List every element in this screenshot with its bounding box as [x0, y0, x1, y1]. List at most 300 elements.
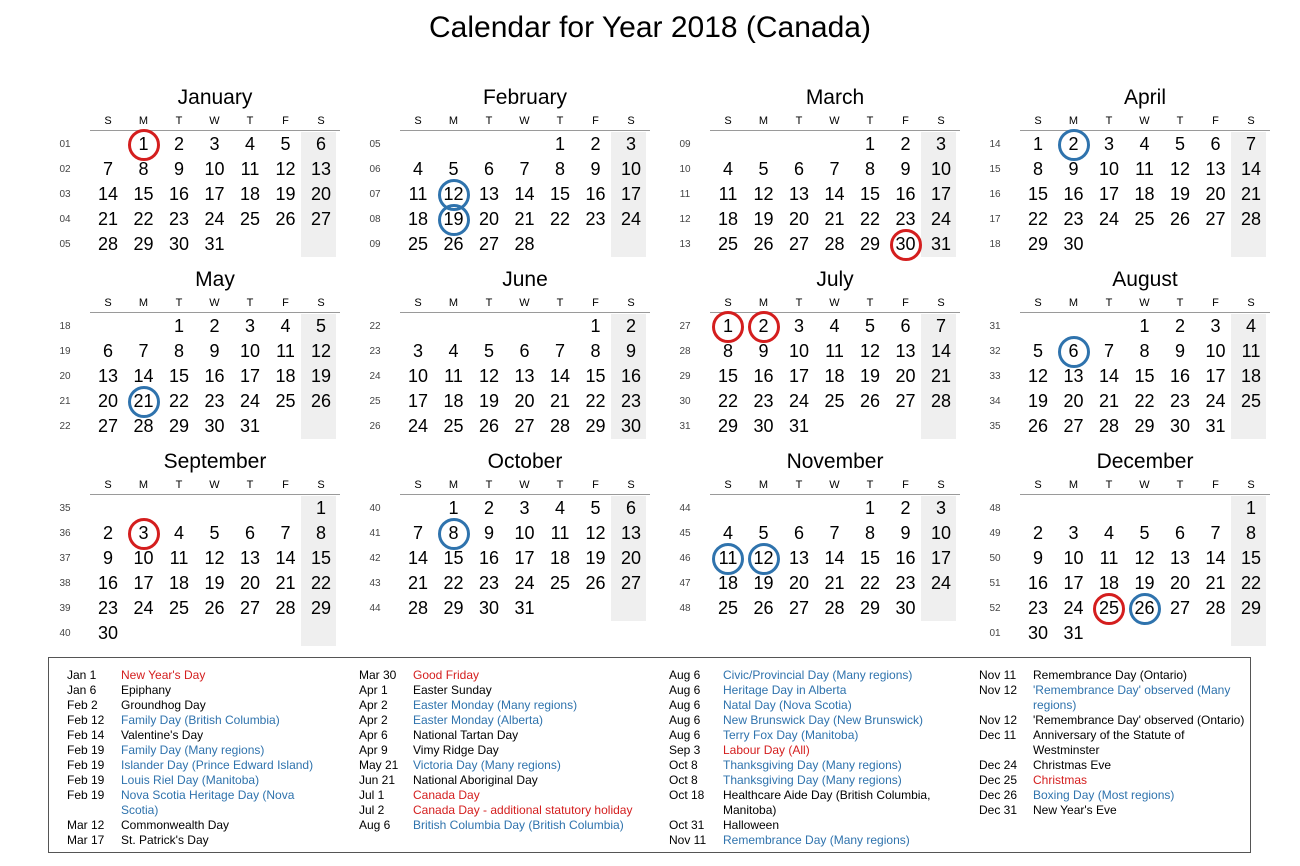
calendar-day[interactable]: 12: [1169, 159, 1191, 179]
calendar-day[interactable]: 7: [280, 523, 291, 543]
calendar-day[interactable]: 15: [549, 184, 571, 204]
calendar-day[interactable]: 13: [514, 366, 535, 386]
calendar-day[interactable]: 28: [97, 234, 119, 254]
calendar-day[interactable]: 5: [209, 523, 220, 543]
calendar-day[interactable]: 15: [859, 184, 881, 204]
calendar-day[interactable]: 14: [1098, 366, 1120, 386]
calendar-day[interactable]: 10: [620, 159, 642, 179]
calendar-day[interactable]: 10: [1098, 159, 1120, 179]
calendar-day[interactable]: 25: [824, 391, 845, 411]
calendar-day[interactable]: 16: [585, 184, 606, 204]
calendar-day[interactable]: 6: [793, 159, 804, 179]
calendar-day[interactable]: 11: [1241, 341, 1261, 361]
calendar-day[interactable]: 27: [1169, 598, 1191, 618]
calendar-day[interactable]: 21: [97, 209, 119, 229]
calendar-day[interactable]: 11: [240, 159, 260, 179]
calendar-day[interactable]: 27: [895, 391, 916, 411]
calendar-day[interactable]: 16: [168, 184, 190, 204]
calendar-day[interactable]: 11: [825, 341, 844, 361]
calendar-day[interactable]: 13: [1169, 548, 1191, 568]
calendar-day[interactable]: 20: [788, 209, 810, 229]
calendar-day[interactable]: 26: [753, 598, 774, 618]
calendar-day[interactable]: 8: [1139, 341, 1150, 361]
calendar-day[interactable]: 20: [514, 391, 535, 411]
calendar-day[interactable]: 31: [1063, 623, 1084, 643]
calendar-day[interactable]: 14: [1240, 159, 1262, 179]
calendar-day[interactable]: 24: [930, 573, 952, 593]
calendar-day[interactable]: 2: [590, 134, 601, 154]
calendar-day[interactable]: 20: [239, 573, 261, 593]
calendar-day[interactable]: 23: [478, 573, 500, 593]
calendar-day[interactable]: 10: [133, 548, 154, 568]
calendar-day[interactable]: 9: [900, 159, 911, 179]
calendar-day[interactable]: 18: [717, 573, 739, 593]
calendar-day[interactable]: 11: [169, 548, 189, 568]
calendar-day[interactable]: 28: [824, 234, 845, 254]
calendar-day[interactable]: 17: [620, 184, 642, 204]
calendar-day[interactable]: 26: [585, 573, 606, 593]
calendar-day[interactable]: 27: [478, 234, 500, 254]
calendar-day[interactable]: 30: [97, 623, 119, 643]
calendar-day[interactable]: 1: [1245, 498, 1256, 518]
calendar-day[interactable]: 24: [514, 573, 535, 593]
calendar-day[interactable]: 14: [824, 184, 845, 204]
calendar-day[interactable]: 8: [1032, 159, 1043, 179]
calendar-day[interactable]: 21: [549, 391, 571, 411]
calendar-day[interactable]: 11: [1099, 548, 1119, 568]
calendar-day[interactable]: 8: [138, 159, 149, 179]
calendar-day[interactable]: 4: [554, 498, 565, 518]
calendar-day[interactable]: 21: [407, 573, 429, 593]
calendar-day[interactable]: 11: [444, 366, 463, 386]
calendar-day[interactable]: 7: [138, 341, 149, 361]
calendar-day[interactable]: 15: [1027, 184, 1049, 204]
calendar-day[interactable]: 23: [97, 598, 119, 618]
calendar-day[interactable]: 18: [407, 209, 429, 229]
calendar-day[interactable]: 27: [97, 416, 119, 436]
calendar-day[interactable]: 17: [514, 548, 535, 568]
calendar-day[interactable]: 6: [315, 134, 326, 154]
calendar-day[interactable]: 2: [173, 134, 184, 154]
calendar-day[interactable]: 7: [102, 159, 113, 179]
calendar-day[interactable]: 25: [168, 598, 190, 618]
calendar-day[interactable]: 26: [478, 416, 500, 436]
calendar-day[interactable]: 30: [753, 416, 774, 436]
calendar-day[interactable]: 21: [514, 209, 535, 229]
calendar-day[interactable]: 2: [1032, 523, 1043, 543]
calendar-day[interactable]: 17: [1098, 184, 1120, 204]
calendar-day[interactable]: 20: [1063, 391, 1084, 411]
calendar-day[interactable]: 21: [275, 573, 296, 593]
calendar-day[interactable]: 8: [173, 341, 184, 361]
calendar-day[interactable]: 19: [753, 209, 774, 229]
calendar-day[interactable]: 1: [1139, 316, 1150, 336]
calendar-day[interactable]: 4: [1103, 523, 1114, 543]
calendar-day[interactable]: 12: [275, 159, 296, 179]
calendar-day[interactable]: 18: [1240, 366, 1262, 386]
calendar-day[interactable]: 31: [514, 598, 535, 618]
calendar-day[interactable]: 16: [620, 366, 642, 386]
calendar-day[interactable]: 7: [412, 523, 423, 543]
calendar-day[interactable]: 3: [519, 498, 530, 518]
calendar-day[interactable]: 17: [930, 548, 952, 568]
calendar-day[interactable]: 22: [133, 209, 154, 229]
calendar-day[interactable]: 22: [443, 573, 464, 593]
calendar-day[interactable]: 6: [793, 523, 804, 543]
calendar-day[interactable]: 4: [722, 159, 733, 179]
calendar-day[interactable]: 13: [1205, 159, 1226, 179]
calendar-day[interactable]: 10: [204, 159, 225, 179]
calendar-day[interactable]: 4: [1245, 316, 1256, 336]
calendar-day[interactable]: 6: [1068, 341, 1079, 361]
calendar-day[interactable]: 16: [895, 184, 916, 204]
calendar-day[interactable]: 20: [620, 548, 642, 568]
calendar-day[interactable]: 3: [412, 341, 423, 361]
calendar-day[interactable]: 7: [1103, 341, 1114, 361]
calendar-day[interactable]: 22: [717, 391, 739, 411]
calendar-day[interactable]: 31: [204, 234, 225, 254]
calendar-day[interactable]: 10: [514, 523, 535, 543]
calendar-day[interactable]: 26: [275, 209, 296, 229]
calendar-day[interactable]: 4: [829, 316, 840, 336]
calendar-day[interactable]: 15: [717, 366, 739, 386]
calendar-day[interactable]: 18: [1134, 184, 1155, 204]
calendar-day[interactable]: 11: [408, 184, 428, 204]
calendar-day[interactable]: 6: [900, 316, 911, 336]
calendar-day[interactable]: 6: [625, 498, 636, 518]
calendar-day[interactable]: 17: [133, 573, 154, 593]
calendar-day[interactable]: 13: [310, 159, 332, 179]
calendar-day[interactable]: 11: [718, 184, 738, 204]
calendar-day[interactable]: 4: [173, 523, 184, 543]
calendar-day[interactable]: 19: [310, 366, 332, 386]
calendar-day[interactable]: 25: [549, 573, 571, 593]
calendar-day[interactable]: 14: [549, 366, 571, 386]
calendar-day[interactable]: 14: [930, 341, 952, 361]
calendar-day[interactable]: 18: [239, 184, 261, 204]
calendar-day[interactable]: 25: [717, 234, 739, 254]
calendar-day[interactable]: 23: [168, 209, 190, 229]
calendar-day[interactable]: 24: [204, 209, 225, 229]
calendar-day[interactable]: 29: [1027, 234, 1049, 254]
calendar-day[interactable]: 6: [244, 523, 255, 543]
calendar-day[interactable]: 23: [620, 391, 642, 411]
calendar-day[interactable]: 16: [97, 573, 119, 593]
calendar-day[interactable]: 22: [1134, 391, 1155, 411]
calendar-day[interactable]: 4: [1139, 134, 1150, 154]
calendar-day[interactable]: 2: [625, 316, 636, 336]
calendar-day[interactable]: 21: [1205, 573, 1226, 593]
calendar-day[interactable]: 28: [407, 598, 429, 618]
calendar-day[interactable]: 12: [310, 341, 332, 361]
calendar-day[interactable]: 23: [753, 391, 774, 411]
calendar-day[interactable]: 26: [310, 391, 332, 411]
calendar-day[interactable]: 18: [275, 366, 296, 386]
calendar-day[interactable]: 17: [204, 184, 225, 204]
calendar-day[interactable]: 15: [1240, 548, 1262, 568]
calendar-day[interactable]: 31: [788, 416, 810, 436]
calendar-day[interactable]: 5: [1032, 341, 1043, 361]
calendar-day[interactable]: 12: [204, 548, 225, 568]
calendar-day[interactable]: 21: [1240, 184, 1262, 204]
calendar-day[interactable]: 27: [788, 598, 810, 618]
calendar-day[interactable]: 17: [239, 366, 261, 386]
calendar-day[interactable]: 8: [448, 523, 459, 543]
calendar-day[interactable]: 22: [859, 573, 881, 593]
calendar-day[interactable]: 19: [753, 573, 774, 593]
calendar-day[interactable]: 9: [900, 523, 911, 543]
calendar-day[interactable]: 21: [930, 366, 952, 386]
calendar-day[interactable]: 2: [209, 316, 220, 336]
calendar-day[interactable]: 15: [168, 366, 190, 386]
calendar-day[interactable]: 18: [824, 366, 845, 386]
calendar-day[interactable]: 23: [585, 209, 606, 229]
calendar-day[interactable]: 28: [930, 391, 952, 411]
calendar-day[interactable]: 27: [310, 209, 332, 229]
calendar-day[interactable]: 25: [443, 416, 464, 436]
calendar-day[interactable]: 30: [168, 234, 190, 254]
calendar-day[interactable]: 18: [443, 391, 464, 411]
calendar-day[interactable]: 28: [275, 598, 296, 618]
calendar-day[interactable]: 5: [758, 523, 769, 543]
calendar-day[interactable]: 18: [168, 573, 190, 593]
calendar-day[interactable]: 17: [788, 366, 810, 386]
calendar-day[interactable]: 29: [717, 416, 739, 436]
calendar-day[interactable]: 5: [590, 498, 601, 518]
calendar-day[interactable]: 26: [1027, 416, 1049, 436]
calendar-day[interactable]: 16: [1169, 366, 1191, 386]
calendar-day[interactable]: 17: [930, 184, 952, 204]
calendar-day[interactable]: 23: [204, 391, 225, 411]
calendar-day[interactable]: 3: [138, 523, 149, 543]
calendar-day[interactable]: 10: [930, 159, 952, 179]
calendar-day[interactable]: 17: [1063, 573, 1084, 593]
calendar-day[interactable]: 27: [1205, 209, 1226, 229]
calendar-day[interactable]: 1: [722, 316, 733, 336]
calendar-day[interactable]: 2: [483, 498, 494, 518]
calendar-day[interactable]: 2: [1068, 134, 1079, 154]
calendar-day[interactable]: 16: [204, 366, 225, 386]
calendar-day[interactable]: 26: [859, 391, 881, 411]
calendar-day[interactable]: 14: [407, 548, 429, 568]
calendar-day[interactable]: 30: [1063, 234, 1084, 254]
calendar-day[interactable]: 10: [1205, 341, 1226, 361]
calendar-day[interactable]: 27: [239, 598, 261, 618]
calendar-day[interactable]: 20: [788, 573, 810, 593]
calendar-day[interactable]: 13: [1063, 366, 1084, 386]
calendar-day[interactable]: 8: [722, 341, 733, 361]
calendar-day[interactable]: 9: [758, 341, 769, 361]
calendar-day[interactable]: 10: [1063, 548, 1084, 568]
calendar-day[interactable]: 9: [625, 341, 636, 361]
calendar-day[interactable]: 15: [585, 366, 606, 386]
calendar-day[interactable]: 30: [478, 598, 500, 618]
calendar-day[interactable]: 9: [590, 159, 601, 179]
calendar-day[interactable]: 15: [310, 548, 332, 568]
calendar-day[interactable]: 13: [788, 184, 810, 204]
calendar-day[interactable]: 13: [620, 523, 642, 543]
calendar-day[interactable]: 3: [935, 498, 946, 518]
calendar-day[interactable]: 19: [585, 548, 606, 568]
calendar-day[interactable]: 12: [443, 184, 464, 204]
calendar-day[interactable]: 2: [900, 134, 911, 154]
calendar-day[interactable]: 13: [895, 341, 916, 361]
calendar-day[interactable]: 5: [864, 316, 875, 336]
calendar-day[interactable]: 8: [554, 159, 565, 179]
calendar-day[interactable]: 19: [1134, 573, 1155, 593]
calendar-day[interactable]: 28: [133, 416, 154, 436]
calendar-day[interactable]: 25: [1240, 391, 1262, 411]
calendar-day[interactable]: 3: [1210, 316, 1221, 336]
calendar-day[interactable]: 24: [930, 209, 952, 229]
calendar-day[interactable]: 19: [204, 573, 225, 593]
calendar-day[interactable]: 30: [620, 416, 642, 436]
calendar-day[interactable]: 27: [1063, 416, 1084, 436]
calendar-day[interactable]: 20: [1169, 573, 1191, 593]
calendar-day[interactable]: 7: [829, 159, 840, 179]
calendar-day[interactable]: 26: [1134, 598, 1155, 618]
calendar-day[interactable]: 9: [102, 548, 113, 568]
calendar-day[interactable]: 6: [483, 159, 494, 179]
calendar-day[interactable]: 13: [239, 548, 261, 568]
calendar-day[interactable]: 19: [1027, 391, 1049, 411]
calendar-day[interactable]: 3: [793, 316, 804, 336]
calendar-day[interactable]: 23: [1169, 391, 1191, 411]
calendar-day[interactable]: 20: [895, 366, 916, 386]
calendar-day[interactable]: 25: [407, 234, 429, 254]
calendar-day[interactable]: 22: [168, 391, 190, 411]
calendar-day[interactable]: 27: [514, 416, 535, 436]
calendar-day[interactable]: 29: [859, 598, 881, 618]
calendar-day[interactable]: 15: [1134, 366, 1155, 386]
calendar-day[interactable]: 5: [280, 134, 291, 154]
calendar-day[interactable]: 18: [549, 548, 571, 568]
calendar-day[interactable]: 18: [1098, 573, 1120, 593]
calendar-day[interactable]: 12: [478, 366, 500, 386]
calendar-day[interactable]: 5: [758, 159, 769, 179]
calendar-day[interactable]: 24: [620, 209, 642, 229]
calendar-day[interactable]: 19: [859, 366, 881, 386]
calendar-day[interactable]: 30: [204, 416, 225, 436]
calendar-day[interactable]: 28: [514, 234, 535, 254]
calendar-day[interactable]: 10: [788, 341, 810, 361]
calendar-day[interactable]: 22: [1027, 209, 1049, 229]
calendar-day[interactable]: 23: [1027, 598, 1049, 618]
calendar-day[interactable]: 13: [97, 366, 119, 386]
calendar-day[interactable]: 24: [1098, 209, 1120, 229]
calendar-day[interactable]: 2: [758, 316, 769, 336]
calendar-day[interactable]: 20: [310, 184, 332, 204]
calendar-day[interactable]: 24: [1063, 598, 1084, 618]
calendar-day[interactable]: 14: [275, 548, 296, 568]
calendar-day[interactable]: 7: [554, 341, 565, 361]
calendar-day[interactable]: 20: [97, 391, 119, 411]
calendar-day[interactable]: 20: [1205, 184, 1226, 204]
calendar-day[interactable]: 31: [239, 416, 261, 436]
calendar-day[interactable]: 17: [1205, 366, 1226, 386]
calendar-day[interactable]: 21: [1098, 391, 1120, 411]
calendar-day[interactable]: 25: [1134, 209, 1155, 229]
calendar-day[interactable]: 12: [753, 548, 774, 568]
calendar-day[interactable]: 14: [514, 184, 535, 204]
calendar-day[interactable]: 8: [1245, 523, 1256, 543]
calendar-day[interactable]: 8: [315, 523, 326, 543]
calendar-day[interactable]: 12: [1134, 548, 1155, 568]
calendar-day[interactable]: 5: [448, 159, 459, 179]
calendar-day[interactable]: 30: [895, 234, 916, 254]
calendar-day[interactable]: 24: [133, 598, 154, 618]
calendar-day[interactable]: 14: [97, 184, 119, 204]
calendar-day[interactable]: 12: [753, 184, 774, 204]
calendar-day[interactable]: 16: [753, 366, 774, 386]
calendar-day[interactable]: 11: [718, 548, 738, 568]
calendar-day[interactable]: 4: [722, 523, 733, 543]
calendar-day[interactable]: 30: [895, 598, 916, 618]
calendar-day[interactable]: 29: [310, 598, 332, 618]
calendar-day[interactable]: 6: [1174, 523, 1185, 543]
calendar-day[interactable]: 24: [407, 416, 429, 436]
calendar-day[interactable]: 31: [930, 234, 952, 254]
calendar-day[interactable]: 6: [1210, 134, 1221, 154]
calendar-day[interactable]: 16: [478, 548, 500, 568]
calendar-day[interactable]: 11: [276, 341, 295, 361]
calendar-day[interactable]: 12: [859, 341, 881, 361]
calendar-day[interactable]: 1: [590, 316, 601, 336]
calendar-day[interactable]: 4: [244, 134, 255, 154]
calendar-day[interactable]: 23: [895, 573, 916, 593]
calendar-day[interactable]: 12: [1027, 366, 1049, 386]
calendar-day[interactable]: 19: [443, 209, 464, 229]
calendar-day[interactable]: 10: [407, 366, 429, 386]
calendar-day[interactable]: 29: [1240, 598, 1262, 618]
calendar-day[interactable]: 10: [239, 341, 261, 361]
calendar-day[interactable]: 7: [935, 316, 946, 336]
calendar-day[interactable]: 29: [859, 234, 881, 254]
calendar-day[interactable]: 28: [1205, 598, 1226, 618]
calendar-day[interactable]: 22: [310, 573, 332, 593]
calendar-day[interactable]: 18: [717, 209, 739, 229]
calendar-day[interactable]: 19: [478, 391, 500, 411]
calendar-day[interactable]: 7: [1245, 134, 1256, 154]
calendar-day[interactable]: 25: [239, 209, 261, 229]
calendar-day[interactable]: 29: [1134, 416, 1155, 436]
calendar-day[interactable]: 9: [173, 159, 184, 179]
calendar-day[interactable]: 3: [209, 134, 220, 154]
calendar-day[interactable]: 28: [1098, 416, 1120, 436]
calendar-day[interactable]: 4: [448, 341, 459, 361]
calendar-day[interactable]: 3: [1103, 134, 1114, 154]
calendar-day[interactable]: 16: [1063, 184, 1084, 204]
calendar-day[interactable]: 22: [585, 391, 606, 411]
calendar-day[interactable]: 14: [133, 366, 154, 386]
calendar-day[interactable]: 26: [1169, 209, 1191, 229]
calendar-day[interactable]: 15: [133, 184, 154, 204]
calendar-day[interactable]: 12: [585, 523, 606, 543]
calendar-day[interactable]: 24: [1205, 391, 1226, 411]
calendar-day[interactable]: 16: [895, 548, 916, 568]
calendar-day[interactable]: 6: [102, 341, 113, 361]
calendar-day[interactable]: 30: [1027, 623, 1049, 643]
calendar-day[interactable]: 13: [478, 184, 500, 204]
calendar-day[interactable]: 19: [1169, 184, 1191, 204]
calendar-day[interactable]: 13: [788, 548, 810, 568]
calendar-day[interactable]: 9: [1068, 159, 1079, 179]
calendar-day[interactable]: 3: [935, 134, 946, 154]
calendar-day[interactable]: 3: [625, 134, 636, 154]
calendar-day[interactable]: 22: [859, 209, 881, 229]
calendar-day[interactable]: 9: [483, 523, 494, 543]
calendar-day[interactable]: 7: [1210, 523, 1221, 543]
